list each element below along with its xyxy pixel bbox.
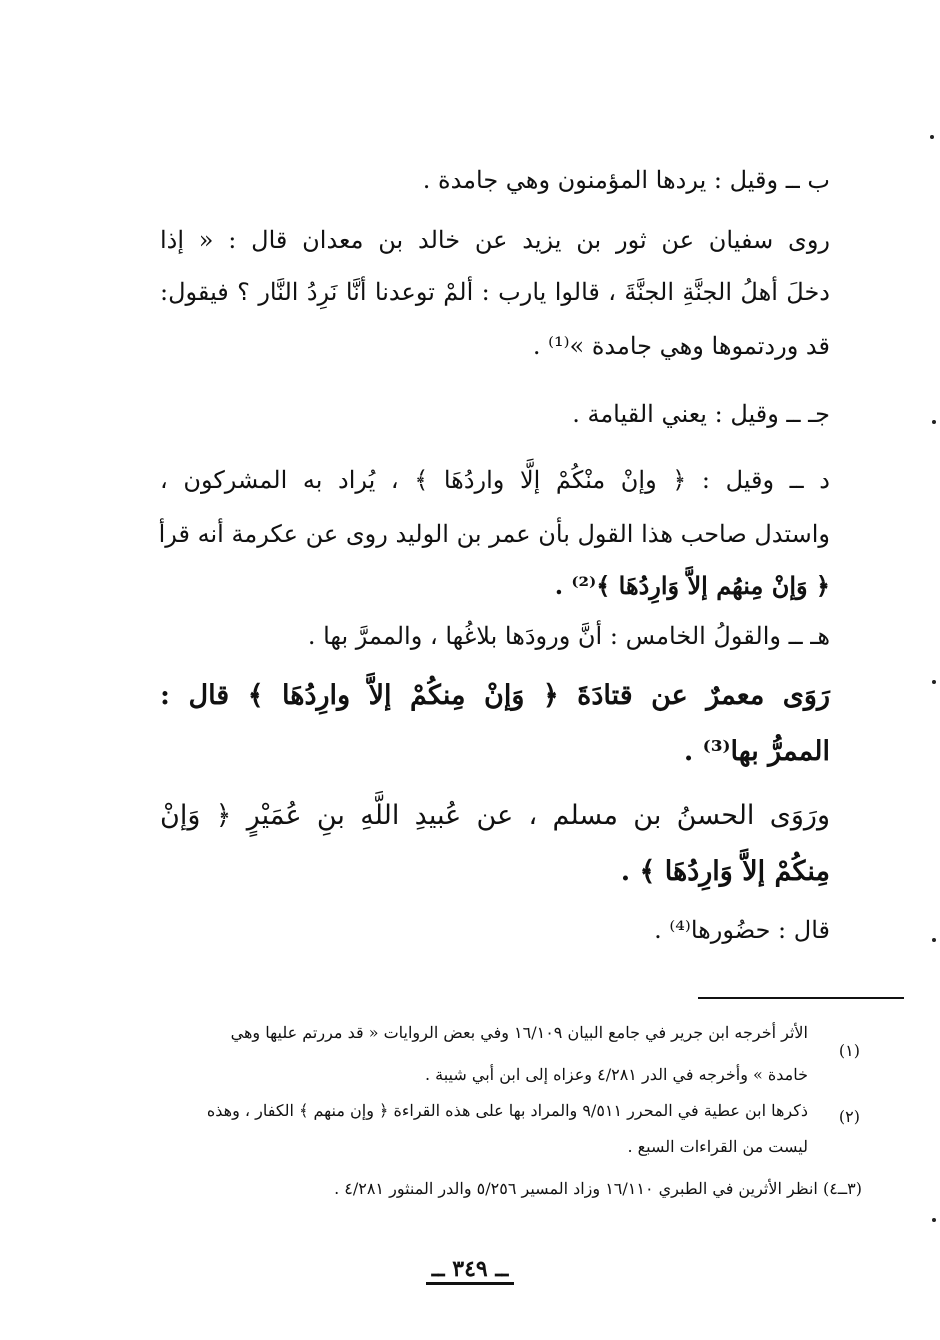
scan-mark xyxy=(932,1218,936,1222)
footnote-separator xyxy=(698,997,904,999)
body-line-3: دخلَ أهلُ الجنَّةِ الجنَّةَ ، قالوا يارب : ألمْ توعدنا أنَّا نَرِدُ النَّار ؟ فيقول: xyxy=(160,278,830,306)
body-line-7: واستدل صاحب هذا القول بأن عمر بن الوليد روى عن عكرمة أنه قرأ xyxy=(158,520,830,548)
scan-mark xyxy=(930,135,934,139)
body-line-13: مِنكُمْ إلاَّ وَارِدُهَا ﴾ . xyxy=(620,856,830,887)
footnote-1-number: (١) xyxy=(838,1041,860,1060)
body-line-10: رَوَى معمرٌ عن قتادَةَ ﴿ وَإنْ مِنكُمْ إلاَّ وارِدُهَا ﴾ قال : xyxy=(160,680,830,711)
page-number-text: ــ ٣٤٩ ــ xyxy=(426,1256,515,1285)
footnote-2-number: (٢) xyxy=(838,1107,860,1126)
body-line-5: جـ ــ وقيل : يعني القيامة . xyxy=(572,400,830,428)
body-line-11: الممرُّ بها⁽³⁾ . xyxy=(683,736,830,767)
footnote-1-line-1: الأثر أخرجه ابن جرير في جامع البيان ١٦/١٠٩ وفي بعض الروايات « قد مررتم عليها وهي xyxy=(230,1023,808,1042)
body-line-6: د ــ وقيل : ﴿ وإنْ منْكُمْ إلَّا واردُهَا ﴾ ، يُراد به المشركون ، xyxy=(160,466,830,494)
scan-mark xyxy=(932,938,936,942)
body-line-14: قال : حضُورها⁽⁴⁾ . xyxy=(654,916,830,944)
footnote-2-line-2: ليست من القراءات السبع . xyxy=(627,1137,808,1156)
footnote-3-4: (٣ــ٤) انظر الأثرين في الطبري ١٦/١١٠ وزاد المسير ٥/٢٥٦ والدر المنثور ٤/٢٨١ . xyxy=(334,1179,862,1198)
body-line-8: ﴿ وَإنْ مِنهُم إلاَّ وَارِدُهَا ﴾⁽²⁾ . xyxy=(554,571,830,600)
body-line-4: قد وردتموها وهي جامدة »⁽¹⁾ . xyxy=(532,332,830,360)
body-line-1: ب ــ وقيل : يردها المؤمنون وهي جامدة . xyxy=(422,166,830,194)
body-line-2: روى سفيان عن ثور بن يزيد عن خالد بن معدان قال : « إذا xyxy=(160,226,830,254)
footnote-2-line-1: ذكرها ابن عطية في المحرر ٩/٥١١ والمراد بها على هذه القراءة ﴿ وإن منهم ﴾ الكفار ، وهذه xyxy=(206,1101,808,1120)
page-number xyxy=(0,1256,940,1282)
scan-mark xyxy=(932,680,936,684)
footnote-1-line-2: خامدة » وأخرجه في الدر ٤/٢٨١ وعزاه إلى ابن أبي شيبة . xyxy=(424,1065,808,1084)
scan-mark xyxy=(932,420,936,424)
body-line-9: هـ ــ والقولُ الخامس : أنَّ ورودَها بلاغُها ، والممرَّ بها . xyxy=(307,622,830,650)
body-line-12: ورَوَى الحسنُ بن مسلم ، عن عُبيدِ اللَّهِ بنِ عُمَيْرٍ ﴿ وَإنْ xyxy=(160,800,830,831)
